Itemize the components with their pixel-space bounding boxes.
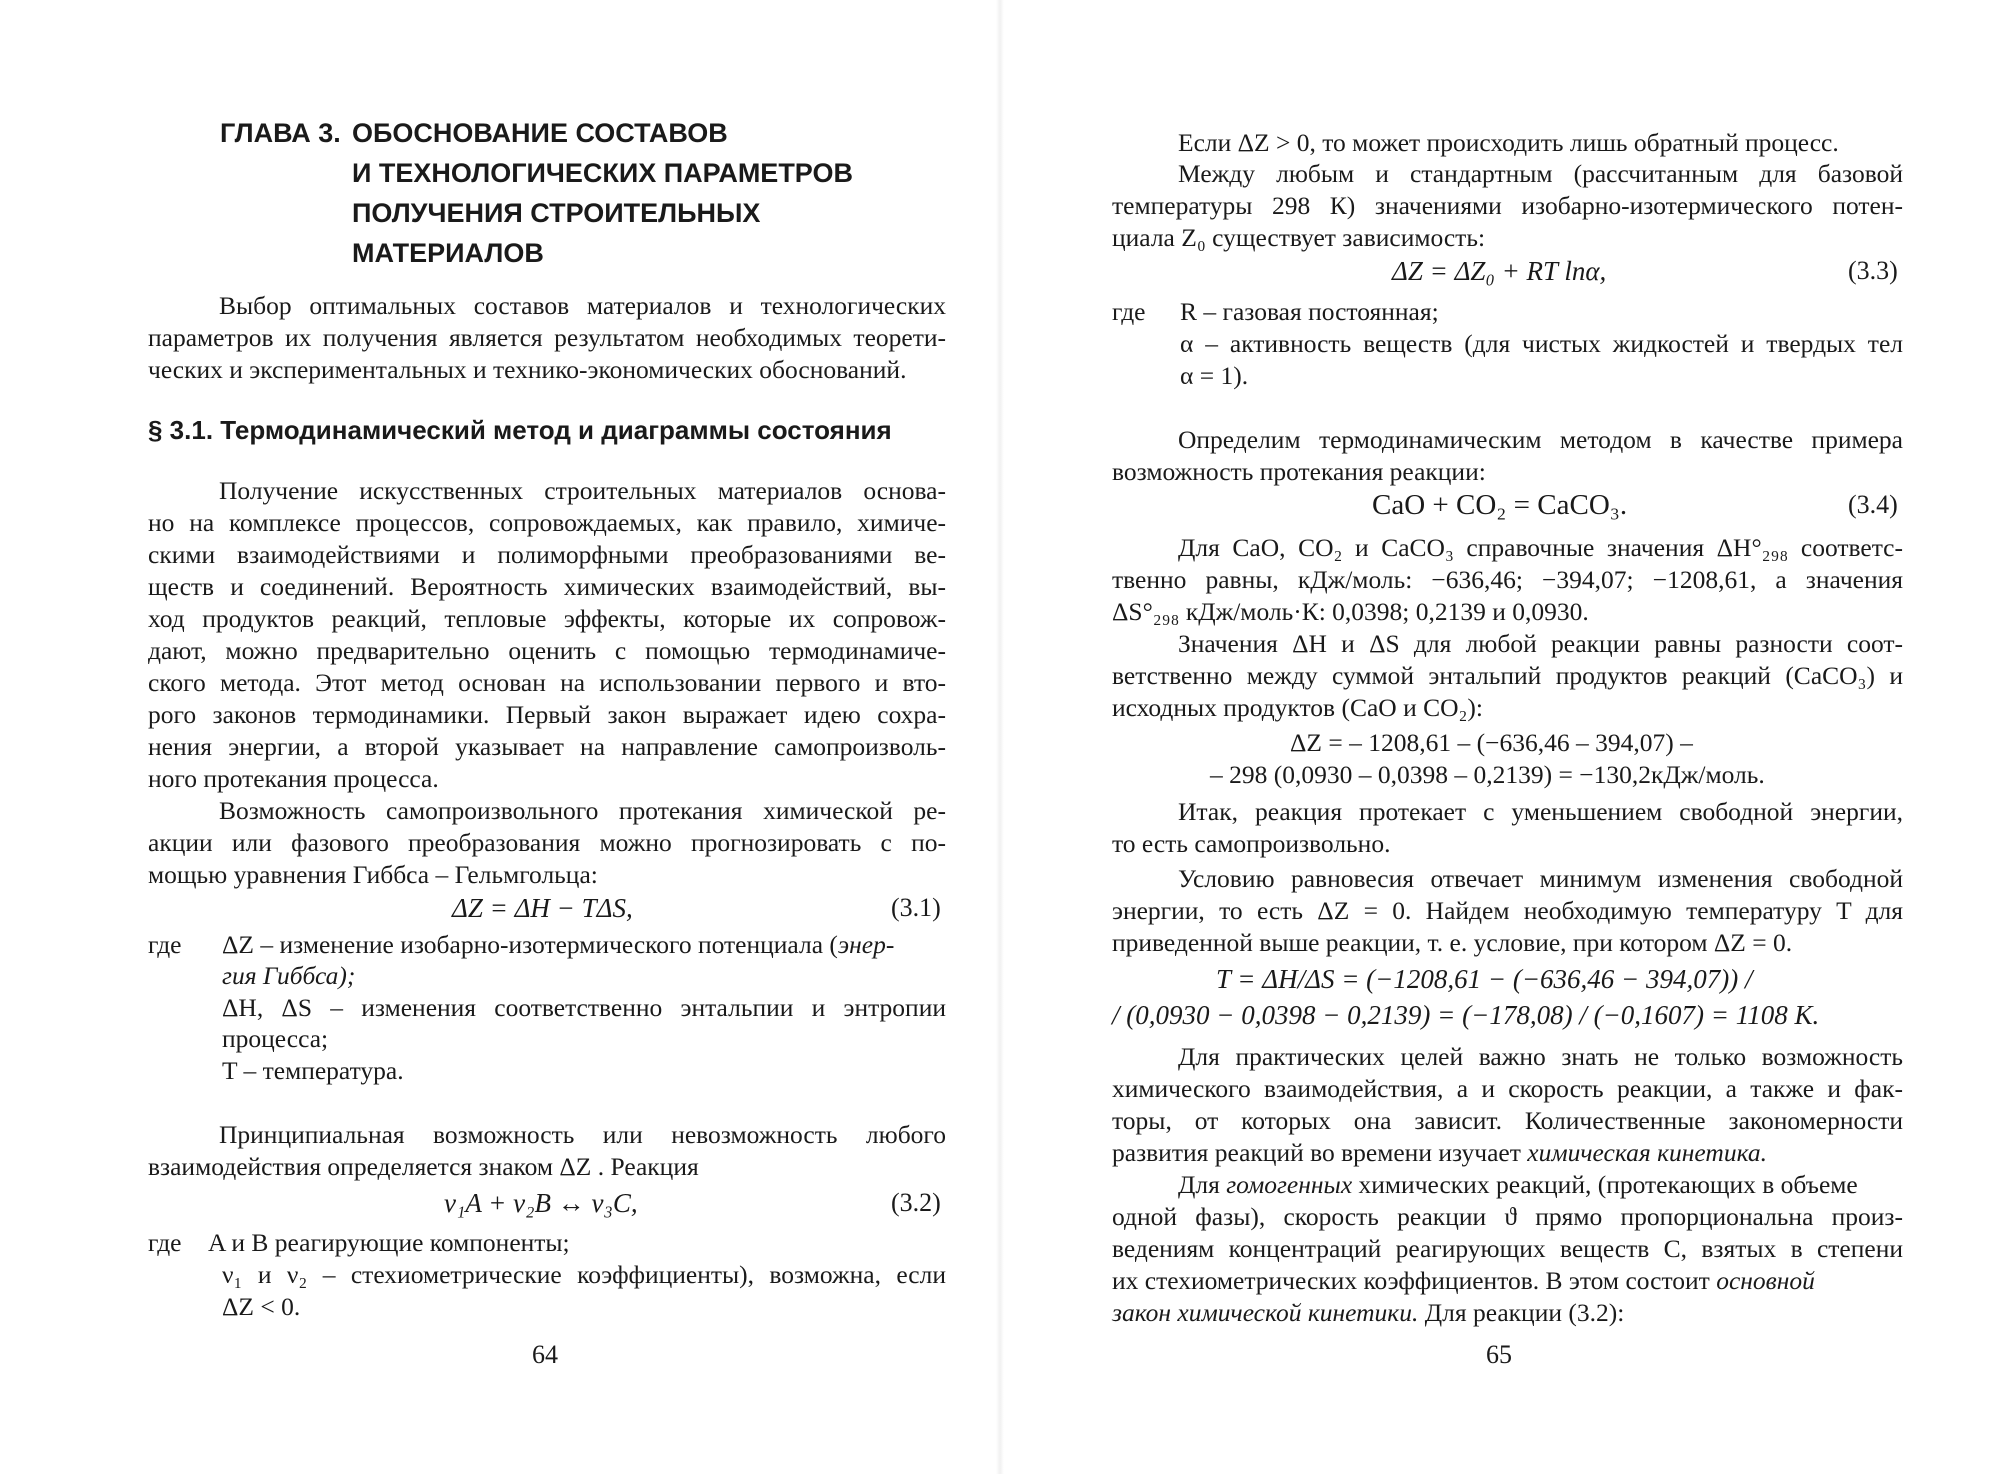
definition-line: гия Гиббса); (222, 961, 356, 990)
text-line: дают, можно предварительно оценить с помощью термодинамиче- (148, 636, 946, 665)
text-line: Если ΔZ > 0, то может происходить лишь обратный процесс. (1178, 128, 1839, 157)
text-line (1178, 1169, 1858, 1201)
italic-term: основной (1716, 1266, 1815, 1295)
text-line: Получение искусственных строительных материалов основа- (219, 476, 946, 505)
calculation-line: / (0,0930 − 0,0398 − 0,2139) = (−178,08) / (−0,1607) = 1108 К. (1112, 1000, 1820, 1030)
text-line: ческих и экспериментальных и технико-экономических обоснований. (148, 355, 907, 384)
text-line: ΔS°₂₉₈ кДж/моль·К: 0,0398; 0,2139 и 0,0930. (1112, 597, 1589, 626)
text-span: развития реакций во времени изучает (1112, 1138, 1528, 1167)
text-span: Для (1178, 1170, 1227, 1199)
text-line: ского метода. Этот метод основан на использовании первого и вто- (148, 668, 946, 697)
definition-line: T – температура. (222, 1056, 404, 1085)
definition-italic: энер- (837, 930, 895, 959)
section-heading: § 3.1. Термодинамический метод и диаграммы состояния (148, 415, 892, 445)
text-line: температуры 298 К) значениями изобарно-изотермического потен- (1112, 191, 1903, 220)
text-line: Возможность самопроизвольного протекания химической ре- (219, 796, 946, 825)
text-line (1112, 1265, 1815, 1297)
text-line: параметров их получения является результатом необходимых теорети- (148, 323, 946, 352)
text-line: скими взаимодействиями и полиморфными преобразованиями ве- (148, 540, 946, 569)
chapter-title-line: ПОЛУЧЕНИЯ СТРОИТЕЛЬНЫХ (352, 198, 761, 228)
equation-3-4: CaO + CO₂ = CaCO₃. (1372, 489, 1628, 521)
text-line: энергии, то есть ΔZ = 0. Найдем необходимую температуру T для (1112, 896, 1903, 925)
text-line: ного протекания процесса. (148, 764, 439, 793)
text-line: ществ и соединений. Вероятность химических взаимодействий, вы- (148, 572, 946, 601)
text-line: рого законов термодинамики. Первый закон выражает идею сохра- (148, 700, 946, 729)
text-line (1112, 1137, 1767, 1169)
text-line: возможность протекания реакции: (1112, 457, 1486, 486)
text-line: Выбор оптимальных составов материалов и технологических (219, 291, 946, 320)
text-line: ход продуктов реакций, тепловые эффекты, которые их сопровож- (148, 604, 946, 633)
text-line (1112, 1297, 1624, 1329)
text-line: ветственно между суммой энтальпий продуктов реакций (CaCO₃) и (1112, 661, 1903, 690)
text-line: мощью уравнения Гиббса – Гельмгольца: (148, 860, 598, 889)
italic-term: гомогенных (1226, 1170, 1353, 1199)
definition-line: A и B реагирующие компоненты; (208, 1228, 570, 1257)
text-line: исходных продуктов (CaO и CO₂): (1112, 693, 1483, 722)
text-line: Принципиальная возможность или невозможность любого (219, 1120, 946, 1149)
chapter-title-line: МАТЕРИАЛОВ (352, 238, 544, 268)
text-span: химических реакций, (протекающих в объеме (1352, 1170, 1858, 1199)
calculation-line: T = ΔH/ΔS = (−1208,61 − (−636,46 − 394,07)) / (1216, 964, 1753, 994)
equation-number: (3.1) (891, 893, 941, 922)
text-span: их стехиометрических коэффициентов. В этом состоит (1112, 1266, 1717, 1295)
chapter-label: ГЛАВА 3. (220, 118, 341, 148)
text-line: Между любым и стандартным (рассчитанным для базовой (1178, 159, 1903, 188)
page-number: 65 (1486, 1340, 1512, 1369)
italic-term: химическая кинетика. (1527, 1138, 1767, 1167)
equation-3-2: ν₁A + ν₂B ↔ ν₃C, (444, 1188, 638, 1218)
text-line: Определим термодинамическим методом в качестве примера (1178, 425, 1903, 454)
text-line: то есть самопроизвольно. (1112, 829, 1391, 858)
equation-number: (3.4) (1848, 490, 1898, 519)
text-line: взаимодействия определяется знаком ΔZ . Реакция (148, 1152, 699, 1181)
text-line: ведениям концентраций реагирующих веществ C, взятых в степени (1112, 1234, 1903, 1263)
text-line: одной фазы), скорость реакции ϑ прямо пропорциональна произ- (1112, 1202, 1903, 1231)
text-line: Итак, реакция протекает с уменьшением свободной энергии, (1178, 797, 1903, 826)
chapter-title-line: ОБОСНОВАНИЕ СОСТАВОВ (352, 118, 728, 148)
definition-line: α = 1). (1180, 361, 1249, 390)
chapter-title-line: И ТЕХНОЛОГИЧЕСКИХ ПАРАМЕТРОВ (352, 158, 853, 188)
equation-number: (3.2) (891, 1188, 941, 1217)
text-span: Для реакции (3.2): (1418, 1298, 1625, 1327)
definition-line (222, 929, 894, 961)
where-label: где (148, 930, 182, 959)
definition-line: α – активность веществ (для чистых жидкостей и твердых тел (1180, 329, 1903, 358)
text-line: Для CaO, CO₂ и CaCO₃ справочные значения ΔH°₂₉₈ соответс- (1178, 533, 1903, 562)
definition-line: ΔH, ΔS – изменения соответственно энтальпии и энтропии (222, 993, 946, 1022)
text-line: твенно равны, кДж/моль: −636,46; −394,07; −1208,61, а значения (1112, 565, 1903, 594)
equation-3-1: ΔZ = ΔH − TΔS, (452, 893, 633, 923)
text-line: приведенной выше реакции, т. е. условие, при котором ΔZ = 0. (1112, 928, 1793, 957)
text-line: Значения ΔH и ΔS для любой реакции равны разности соот- (1178, 629, 1903, 658)
calculation-line: – 298 (0,0930 – 0,0398 – 0,2139) = −130,2кДж/моль. (1210, 760, 1765, 789)
calculation-line: ΔZ = – 1208,61 – (−636,46 – 394,07) – (1290, 728, 1693, 757)
definition-line: процесса; (222, 1024, 329, 1053)
text-line: Для практических целей важно знать не только возможность (1178, 1042, 1903, 1071)
definition-text: ΔZ – изменение изобарно-изотермического потенциала ( (222, 930, 838, 959)
where-label: где (1112, 297, 1146, 326)
text-line: но на комплексе процессов, сопровождаемых, как правило, химиче- (148, 508, 946, 537)
page-number: 64 (532, 1340, 558, 1369)
equation-3-3: ΔZ = ΔZ₀ + RT lnα, (1392, 256, 1607, 286)
where-label: где (148, 1228, 182, 1257)
definition-line: R – газовая постоянная; (1180, 297, 1439, 326)
text-line: нения энергии, а второй указывает на направление самопроизволь- (148, 732, 946, 761)
right-page (1000, 0, 2000, 1474)
italic-term: закон химической кинетики. (1112, 1298, 1419, 1327)
text-line: химического взаимодействия, а и скорость реакции, а также и фак- (1112, 1074, 1903, 1103)
definition-line: ΔZ < 0. (222, 1292, 301, 1321)
text-line: торы, от которых она зависит. Количественные закономерности (1112, 1106, 1903, 1135)
text-line: Условию равновесия отвечает минимум изменения свободной (1178, 864, 1903, 893)
text-line: циала Z₀ существует зависимость: (1112, 223, 1486, 252)
definition-line: ν₁ и ν₂ – стехиометрические коэффициенты), возможна, если (222, 1260, 946, 1289)
equation-number: (3.3) (1848, 256, 1898, 285)
text-line: акции или фазового преобразования можно прогнозировать с по- (148, 828, 946, 857)
